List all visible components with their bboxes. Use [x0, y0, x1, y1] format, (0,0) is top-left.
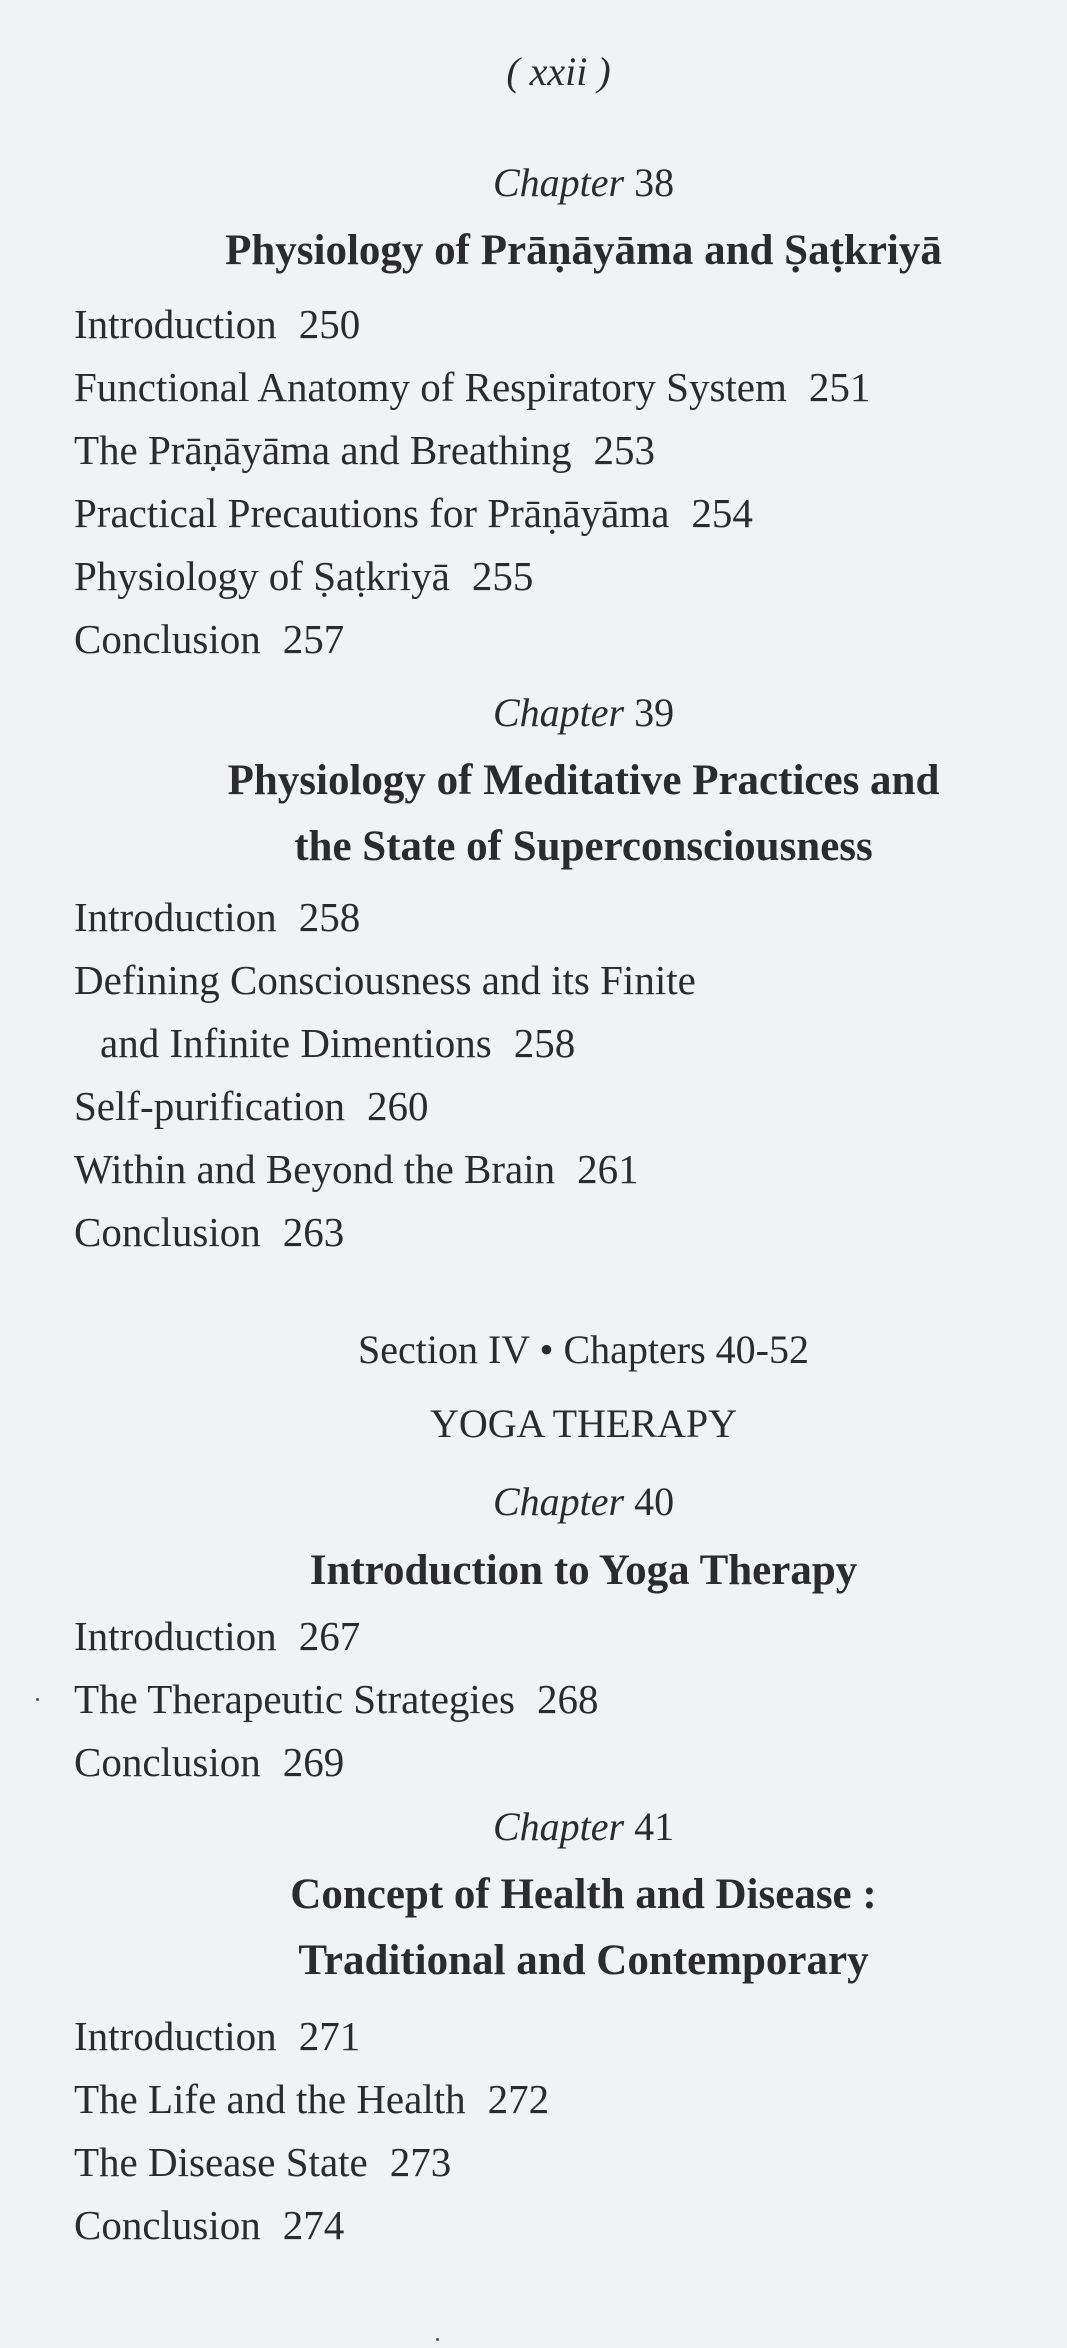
chapter-title-line: Physiology of Meditative Practices and	[227, 757, 940, 804]
entry-text: Conclusion	[74, 2202, 261, 2248]
entry-page: 257	[282, 616, 345, 662]
entry-text: Introduction	[74, 894, 277, 940]
chapter-word: Chapter	[492, 690, 625, 735]
chapter-label	[0, 1804, 1067, 1849]
chapter-label	[0, 690, 1067, 735]
chapter-label	[0, 160, 1067, 205]
chapter-number: 40	[634, 1479, 675, 1524]
toc-entry	[74, 364, 1034, 430]
toc-entry	[74, 957, 1034, 1023]
entry-page: 258	[513, 1020, 576, 1066]
entry-page: 269	[282, 1739, 345, 1785]
chapter-40-heading	[0, 1479, 1067, 1524]
chapter-title-line: Traditional and Contemporary	[298, 1937, 869, 1984]
chapter-word: Chapter	[492, 1479, 625, 1524]
entry-text: Physiology of Ṣaṭkriyā	[74, 553, 450, 599]
entry-page: 261	[577, 1146, 639, 1192]
chapter-word: Chapter	[492, 160, 625, 205]
chapter-39-title	[0, 748, 1067, 880]
entry-text: Within and Beyond the Brain	[74, 1146, 556, 1192]
entry-page: 274	[282, 2202, 345, 2248]
toc-entry	[74, 1209, 1034, 1275]
chapter-title-line: Concept of Health and Disease :	[290, 1871, 877, 1918]
toc-entry	[74, 2013, 1034, 2079]
toc-entry	[74, 616, 1034, 682]
entry-page: 251	[808, 364, 871, 410]
toc-entry	[74, 1146, 1034, 1212]
print-speck	[436, 2338, 439, 2341]
toc-entry	[74, 427, 1034, 493]
section-subheading: YOGA THERAPY	[429, 1401, 738, 1446]
entry-page: 267	[298, 1613, 361, 1659]
toc-entry	[74, 553, 1034, 619]
chapter-38-heading	[0, 160, 1067, 205]
entry-text: Introduction	[74, 2013, 277, 2059]
chapter-number: 38	[634, 160, 675, 205]
chapter-41-heading	[0, 1804, 1067, 1849]
page-number: ( xxii )	[506, 49, 611, 94]
entry-page: 253	[593, 427, 656, 473]
entry-text: The Therapeutic Strategies	[74, 1676, 515, 1722]
chapter-41-entries	[74, 2013, 1034, 2268]
entry-text: The Prāṇāyāma and Breathing	[74, 427, 572, 473]
chapter-38-entries	[74, 301, 1034, 682]
toc-entry	[74, 2139, 1034, 2205]
toc-entry	[74, 1676, 1034, 1742]
section-heading: Section IV • Chapters 40-52	[358, 1327, 809, 1372]
toc-entry	[74, 490, 1034, 556]
entry-page: 273	[389, 2139, 452, 2185]
section-heading-block	[0, 1327, 1067, 1372]
chapter-40-entries	[74, 1613, 1034, 1805]
chapter-40-title	[0, 1538, 1067, 1604]
chapter-word: Chapter	[492, 1804, 625, 1849]
entry-text: Defining Consciousness and its Finite	[74, 957, 696, 1003]
chapter-label	[0, 1479, 1067, 1524]
entry-text: Conclusion	[74, 616, 261, 662]
toc-entry	[74, 1083, 1034, 1149]
entry-page: 255	[471, 553, 534, 599]
chapter-number: 39	[634, 690, 675, 735]
toc-entry-continuation	[74, 1020, 1034, 1086]
toc-entry	[74, 1613, 1034, 1679]
entry-text: Introduction	[74, 301, 277, 347]
chapter-39-entries	[74, 894, 1034, 1275]
entry-text: and Infinite Dimentions	[100, 1020, 492, 1066]
entry-text: Functional Anatomy of Respiratory System	[74, 364, 787, 410]
toc-entry	[74, 2076, 1034, 2142]
toc-entry	[74, 1739, 1034, 1805]
chapter-number: 41	[634, 1804, 675, 1849]
entry-text: Practical Precautions for Prāṇāyāma	[74, 490, 670, 536]
entry-page: 263	[282, 1209, 345, 1255]
chapter-41-title	[0, 1862, 1067, 1994]
entry-page: 272	[487, 2076, 550, 2122]
entry-page: 260	[366, 1083, 429, 1129]
entry-page: 271	[298, 2013, 361, 2059]
entry-text: The Life and the Health	[74, 2076, 466, 2122]
entry-page: 268	[536, 1676, 599, 1722]
chapter-title-line: the State of Superconsciousness	[294, 823, 873, 870]
entry-page: 250	[298, 301, 361, 347]
entry-text: The Disease State	[74, 2139, 368, 2185]
entry-text: Conclusion	[74, 1209, 261, 1255]
chapter-title-line: Introduction to Yoga Therapy	[309, 1547, 858, 1594]
print-speck	[36, 1698, 39, 1701]
entry-text: Conclusion	[74, 1739, 261, 1785]
toc-entry	[74, 301, 1034, 367]
entry-text: Introduction	[74, 1613, 277, 1659]
entry-page: 258	[298, 894, 361, 940]
toc-entry	[74, 2202, 1034, 2268]
chapter-38-title	[0, 218, 1067, 284]
chapter-title-line: Physiology of Prāṇāyāma and Ṣaṭkriyā	[225, 227, 942, 274]
entry-text: Self-purification	[74, 1083, 345, 1129]
toc-entry	[74, 894, 1034, 960]
entry-page: 254	[691, 490, 753, 536]
section-subheading-block	[0, 1401, 1067, 1446]
chapter-39-heading	[0, 690, 1067, 735]
